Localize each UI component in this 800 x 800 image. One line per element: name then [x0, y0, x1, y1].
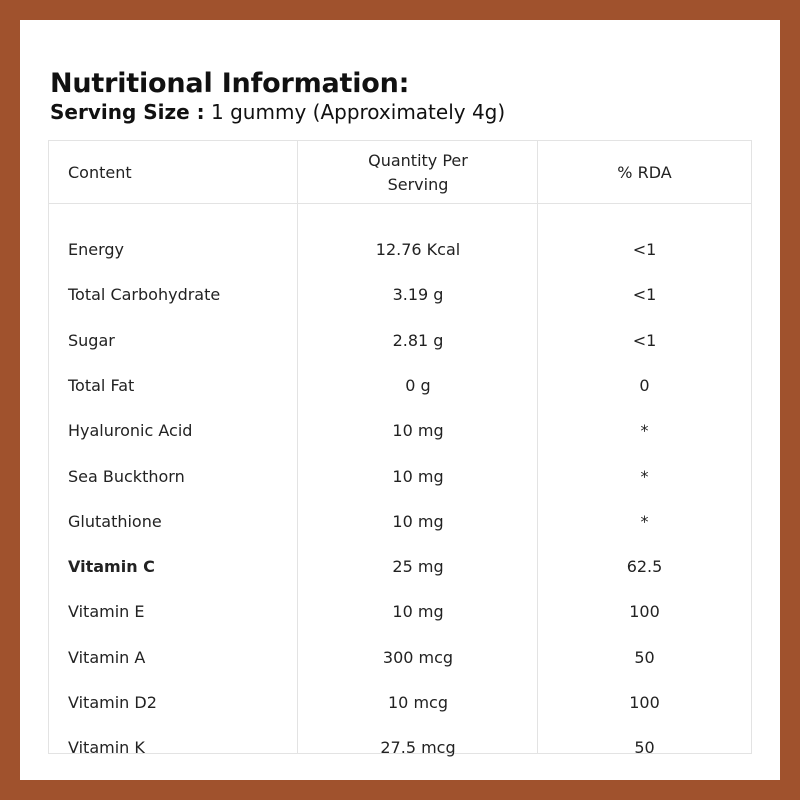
row-content: Total Fat [68, 375, 135, 395]
row-quantity: 10 mcg [388, 693, 448, 712]
table-row [49, 589, 751, 634]
row-content: Vitamin K [68, 738, 145, 758]
table-row [49, 635, 751, 680]
row-quantity: 10 mg [392, 466, 444, 486]
header-quantity [298, 141, 538, 204]
row-content: Energy [68, 240, 125, 259]
row-quantity: 10 mg [392, 602, 444, 622]
serving-size-value: 1 gummy (Approximately 4g) [211, 100, 506, 124]
table-row [49, 318, 751, 363]
row-content: Hyaluronic Acid [68, 421, 193, 441]
row-quantity: 3.19 g [392, 285, 444, 305]
row-rda: <1 [632, 330, 657, 350]
row-rda: 0 [639, 375, 650, 395]
table-row [49, 363, 751, 408]
row-content: Vitamin C [68, 557, 155, 577]
header-quantity-line2: Serving [387, 174, 449, 194]
row-quantity: 12.76 Kcal [375, 240, 461, 259]
nutrition-table [48, 140, 752, 758]
header-content: Content [68, 162, 132, 182]
row-rda: * [640, 466, 649, 486]
row-content: Vitamin A [68, 647, 146, 667]
row-rda: * [640, 421, 649, 441]
row-rda: 100 [629, 602, 660, 622]
row-content: Sea Buckthorn [68, 466, 185, 486]
row-rda: 50 [634, 738, 655, 758]
row-rda: 100 [629, 693, 660, 712]
header-rda: % RDA [617, 162, 672, 182]
row-quantity: 25 mg [392, 557, 444, 577]
row-content: Sugar [68, 330, 115, 350]
table-row [49, 544, 751, 589]
row-quantity: 2.81 g [392, 330, 444, 350]
table-row [49, 680, 751, 725]
row-quantity: 10 mg [392, 421, 444, 441]
row-rda: <1 [632, 285, 657, 305]
table-row [49, 725, 751, 770]
row-content: Vitamin E [68, 602, 145, 622]
row-rda: 50 [634, 647, 655, 667]
table-row [49, 227, 751, 272]
row-content: Vitamin D2 [68, 693, 157, 712]
table-row [49, 454, 751, 499]
table-row [49, 499, 751, 544]
row-quantity: 27.5 mcg [380, 738, 456, 758]
nutrition-card [20, 20, 780, 780]
header-quantity-line1: Quantity Per [368, 150, 468, 170]
table-header [49, 141, 751, 204]
row-content: Glutathione [68, 511, 162, 531]
serving-size [50, 102, 505, 122]
page-title: Nutritional Information: [50, 68, 410, 99]
row-quantity: 0 g [405, 375, 431, 395]
row-quantity: 10 mg [392, 511, 444, 531]
row-rda: 62.5 [626, 557, 663, 577]
row-rda: * [640, 511, 649, 531]
row-rda: <1 [632, 240, 657, 259]
serving-size-label: Serving Size : [50, 100, 205, 124]
row-quantity: 300 mcg [382, 647, 454, 667]
table-row [49, 408, 751, 453]
table-row [49, 272, 751, 317]
row-content: Total Carbohydrate [68, 285, 221, 305]
